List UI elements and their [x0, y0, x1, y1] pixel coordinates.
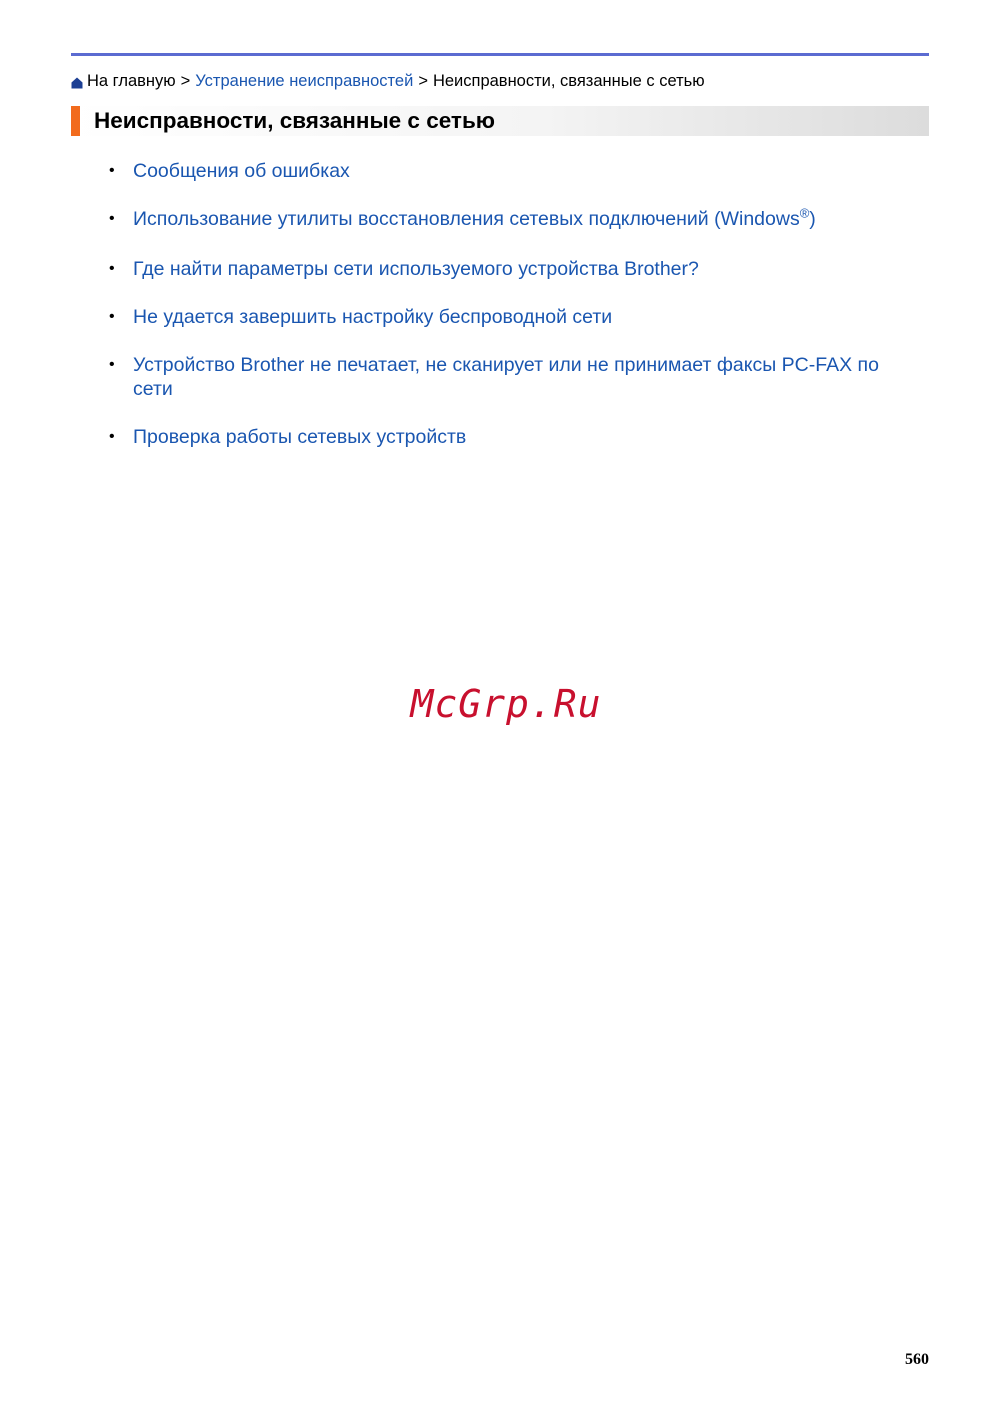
bullet: •: [109, 308, 115, 325]
page-number: 560: [905, 1351, 929, 1368]
breadcrumb-separator: >: [418, 72, 428, 90]
breadcrumb-separator: >: [180, 72, 191, 90]
heading-accent-bar: [71, 106, 80, 136]
breadcrumb-parent-link[interactable]: Устранение неисправностей: [195, 72, 414, 90]
link-wireless-setup-failed[interactable]: Не удается завершить настройку беспроводной сети: [133, 306, 613, 328]
link-find-network-settings[interactable]: Где найти параметры сети используемого устройства Brother?: [133, 258, 699, 280]
bullet: •: [109, 428, 115, 445]
top-rule: [71, 53, 929, 56]
breadcrumb: [71, 71, 705, 91]
link-check-network-devices[interactable]: Проверка работы сетевых устройств: [133, 426, 467, 448]
list-item: [106, 305, 906, 329]
list-item: [106, 353, 906, 401]
link-network-repair-tool[interactable]: [133, 205, 816, 230]
link-cannot-print-scan-fax[interactable]: Устройство Brother не печатает, не сканирует или не принимает факсы PC-FAX по сети: [133, 354, 879, 400]
page-title: Неисправности, связанные с сетью: [94, 108, 495, 133]
link-network-repair-tool-text: Использование утилиты восстановления сетевых подключений (Windows: [133, 208, 800, 230]
link-network-repair-tool-suffix: ): [809, 208, 816, 230]
bullet: •: [109, 210, 115, 227]
watermark: McGrp.Ru: [410, 682, 602, 726]
topic-link-list: [106, 159, 906, 473]
bullet: •: [109, 356, 115, 373]
home-icon[interactable]: [71, 74, 83, 86]
breadcrumb-home[interactable]: На главную: [87, 72, 176, 90]
list-item: [106, 159, 906, 183]
list-item: [106, 257, 906, 281]
list-item: [106, 425, 906, 449]
registered-mark: ®: [799, 205, 810, 221]
link-error-messages[interactable]: Сообщения об ошибках: [133, 160, 350, 182]
list-item: [106, 207, 906, 231]
bullet: •: [109, 162, 115, 179]
breadcrumb-current: Неисправности, связанные с сетью: [432, 72, 705, 90]
page-heading: [71, 106, 929, 136]
bullet: •: [109, 260, 115, 277]
